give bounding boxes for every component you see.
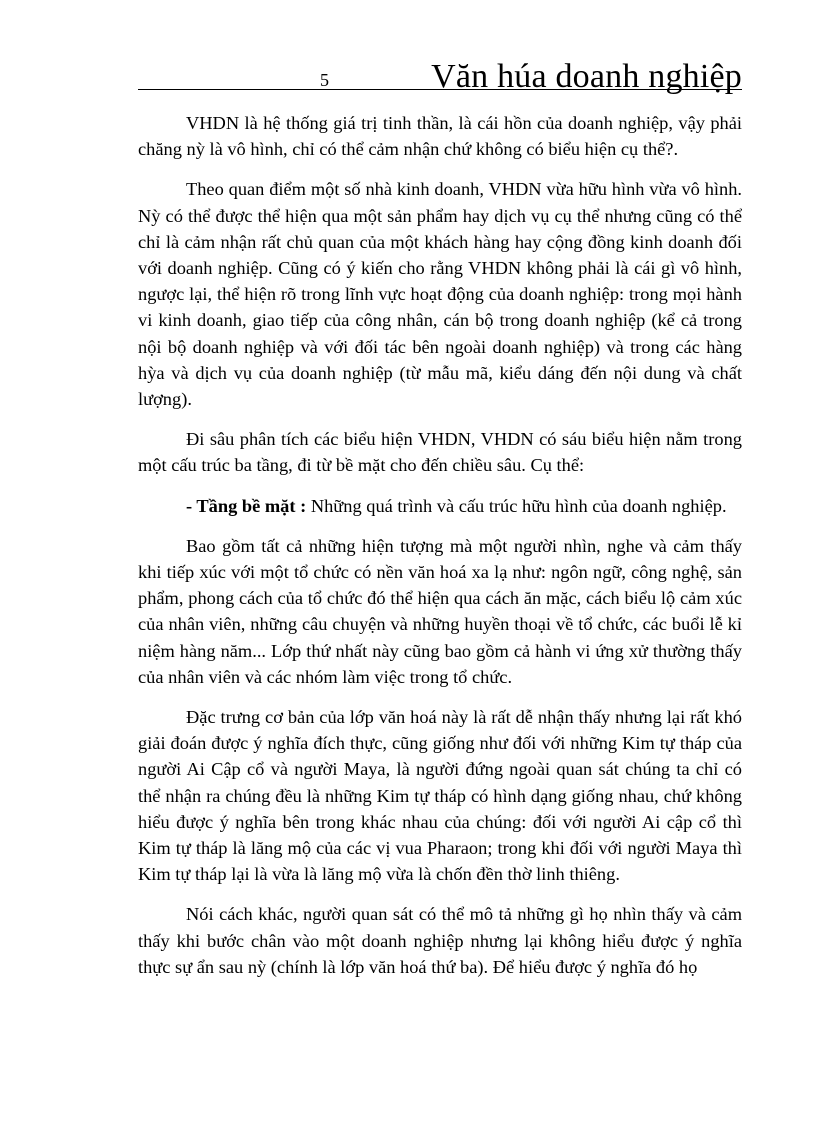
layer-item-surface (138, 493, 742, 519)
header-rule (138, 89, 742, 90)
layer-item-lead: - Tầng bề mặt : (186, 495, 307, 516)
layer-item-text: Những quá trình và cấu trúc hữu hình của doanh nghiệp. (306, 495, 727, 516)
paragraph: Đặc trưng cơ bản của lớp văn hoá này là rất dễ nhận thấy nhưng lại rất khó giải đoán được ý nghĩa đích thực, cũng giống như đối với những Kim tự tháp của người Ai Cập cổ và người Maya, là người đứng ngoài quan sát chúng ta chỉ có thể nhận ra chúng đều là những Kim tự tháp có hình dạng giống nhau, chứ không hiểu được ý nghĩa bên trong khác nhau của chúng: đối với người Ai cập cổ thì Kim tự tháp là lăng mộ của các vị vua Pharaon; trong khi đối với người Maya thì Kim tự tháp lại là vừa là lăng mộ vừa là chốn đền thờ linh thiêng. (138, 707, 742, 885)
paragraph: Bao gồm tất cả những hiện tượng mà một người nhìn, nghe và cảm thấy khi tiếp xúc với một tổ chức có nền văn hoá xa lạ như: ngôn ngữ, công nghệ, sản phẩm, phong cách của tổ chức đó thể hiện qua cách ăn mặc, cách biểu lộ cảm xúc của nhân viên, những câu chuyện và những huyền thoại về tổ chức, các buổi lễ kỉ niệm hàng năm... Lớp thứ nhất này cũng bao gồm cả hành vi ứng xử thường thấy của nhân viên và các nhóm làm việc trong tổ chức. (138, 535, 742, 687)
paragraph: Đi sâu phân tích các biểu hiện VHDN, VHDN có sáu biểu hiện nằm trong một cấu trúc ba tầng, đi từ bề mặt cho đến chiều sâu. Cụ thể: (138, 429, 742, 476)
page-header (138, 56, 742, 95)
paragraph: VHDN là hệ thống giá trị tinh thần, là cái hồn của doanh nghiệp, vậy phải chăng nỳ là vô hình, chỉ có thể cảm nhận chứ không có biểu hiện cụ thể?. (138, 113, 742, 160)
paragraph: Theo quan điểm một số nhà kinh doanh, VHDN vừa hữu hình vừa vô hình. Nỳ có thể được thể hiện qua một sản phẩm hay dịch vụ cụ thể nhưng cũng có thể chỉ là cảm nhận rất chủ quan của một khách hàng hay cộng đồng kinh doanh đối với doanh nghiệp. Cũng có ý kiến cho rằng VHDN không phải là cái gì vô hình, ngược lại, thể hiện rõ trong lĩnh vực hoạt động của doanh nghiệp: trong mọi hành vi kinh doanh, giao tiếp của công nhân, cán bộ trong doanh nghiệp (kể cả trong nội bộ doanh nghiệp và với đối tác bên ngoài doanh nghiệp) và trong các hàng hỳa và dịch vụ của doanh nghiệp (từ mẫu mã, kiểu dáng đến nội dung và chất lượng). (138, 179, 742, 410)
running-title: Văn húa doanh nghiệp (431, 58, 742, 95)
page-number: 5 (320, 70, 329, 90)
paragraph: Nói cách khác, người quan sát có thể mô tả những gì họ nhìn thấy và cảm thấy khi bước chân vào một doanh nghiệp nhưng lại không hiểu được ý nghĩa thực sự ẩn sau nỳ (chính là lớp văn hoá thứ ba). Để hiểu được ý nghĩa đó họ (138, 904, 742, 977)
document-body (138, 110, 742, 994)
